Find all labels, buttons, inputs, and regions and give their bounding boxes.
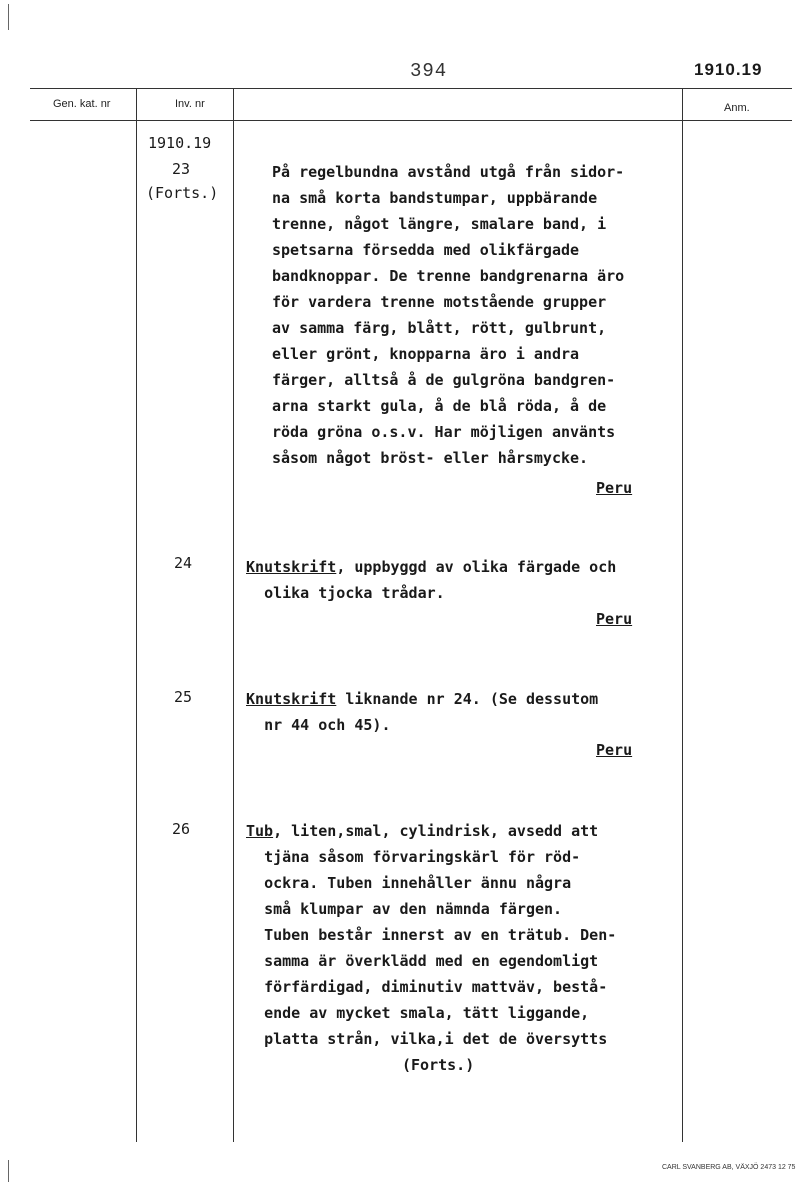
description-line: olika tjocka trådar. <box>264 584 445 602</box>
description-line: platta strån, vilka,i det de översytts <box>264 1030 608 1048</box>
margin-mark <box>8 1160 9 1182</box>
description-line: eller grönt, knopparna äro i andra <box>272 345 580 363</box>
description-line: arna starkt gula, å de blå röda, å de <box>272 397 607 415</box>
description-line: färger, alltså å de gulgröna bandgren- <box>272 371 616 389</box>
description-line: spetsarna försedda med olikfärgade <box>272 241 580 259</box>
ruled-line-top <box>30 88 792 89</box>
description-line: samma är överklädd med en egendomligt <box>264 952 599 970</box>
place-of-origin: Peru <box>596 479 633 497</box>
description-line: , liten,smal, cylindrisk, avsedd att <box>273 822 599 840</box>
column-divider <box>233 88 234 1142</box>
entry-description <box>246 818 616 1052</box>
description-line: såsom något bröst- eller hårsmycke. <box>272 449 589 467</box>
column-header-inv-nr: Inv. nr <box>175 98 205 110</box>
description-line: ockra. Tuben innehåller ännu några <box>264 874 572 892</box>
object-term: Knutskrift <box>246 690 337 708</box>
description-line: ende av mycket smala, tätt liggande, <box>264 1004 590 1022</box>
margin-mark <box>8 4 9 30</box>
description-line: förfärdigad, diminutiv mattväv, bestå- <box>264 978 608 996</box>
column-header-anm: Anm. <box>724 102 750 114</box>
description-line: liknande nr 24. (Se dessutom <box>336 690 599 708</box>
continued-marker: (Forts.) <box>402 1056 475 1074</box>
column-divider <box>136 88 137 1142</box>
continued-marker: (Forts.) <box>146 184 219 202</box>
description-line: tjäna såsom förvaringskärl för röd- <box>264 848 581 866</box>
header-catalog-code: 1910.19 <box>694 60 763 79</box>
place-of-origin: Peru <box>596 610 633 628</box>
object-term: Tub <box>246 822 274 840</box>
description-line: för vardera trenne motstående grupper <box>272 293 607 311</box>
column-header-gen-kat-nr: Gen. kat. nr <box>53 98 111 110</box>
entry-description <box>246 554 616 606</box>
inventory-number: 26 <box>172 820 191 838</box>
inventory-code: 1910.19 <box>148 134 212 152</box>
description-line: trenne, något längre, smalare band, i <box>272 215 607 233</box>
description-line: Tuben består innerst av en trätub. Den- <box>264 926 617 944</box>
page-number: 394 <box>410 60 448 82</box>
description-line: nr 44 och 45). <box>264 716 391 734</box>
inventory-number: 25 <box>174 688 193 706</box>
description-line: På regelbundna avstånd utgå från sidor- <box>272 163 625 181</box>
place-of-origin: Peru <box>596 741 633 759</box>
column-divider <box>682 88 683 1142</box>
object-term: Knutskrift <box>246 558 337 576</box>
description-line: av samma färg, blått, rött, gulbrunt, <box>272 319 607 337</box>
inventory-number: 24 <box>174 554 193 572</box>
printer-imprint: CARL SVANBERG AB, VÄXJÖ 2473 12 75 <box>662 1164 796 1171</box>
description-line: na små korta bandstumpar, uppbärande <box>272 189 598 207</box>
ruled-line-header <box>30 120 792 121</box>
inventory-number: 23 <box>172 160 191 178</box>
description-line: små klumpar av den nämnda färgen. <box>264 900 563 918</box>
entry-description <box>246 686 598 738</box>
description-line: bandknoppar. De trenne bandgrenarna äro <box>272 267 625 285</box>
entry-description <box>272 159 624 471</box>
description-line: , uppbyggd av olika färgade och <box>336 558 617 576</box>
description-line: röda gröna o.s.v. Har möjligen använts <box>272 423 616 441</box>
